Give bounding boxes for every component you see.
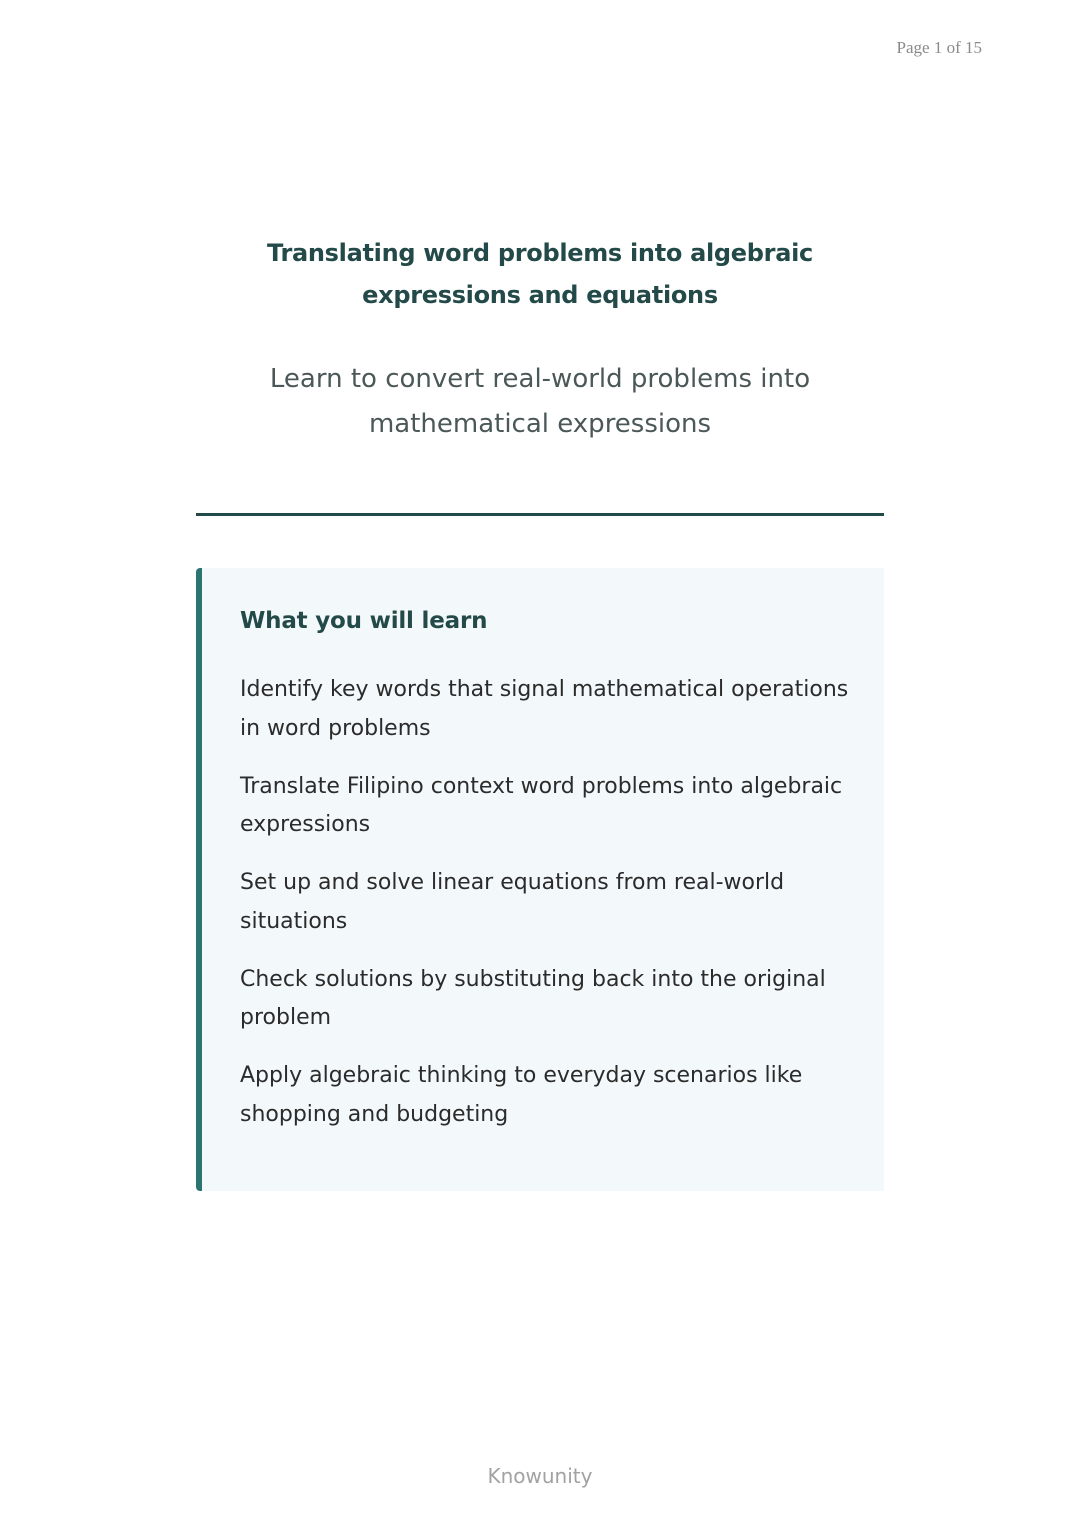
learning-objective-item: Identify key words that signal mathematical operations in word problems <box>240 677 849 741</box>
learning-objective-item: Apply algebraic thinking to everyday scenarios like shopping and budgeting <box>240 1063 803 1127</box>
page-subtitle: Learn to convert real-world problems into mathematical expressions <box>269 364 811 439</box>
learning-objective-item: Translate Filipino context word problems into algebraic expressions <box>240 773 843 837</box>
learning-objective-item: Set up and solve linear equations from real-world situations <box>240 870 785 934</box>
footer-brand: Knowunity <box>487 1464 593 1488</box>
page-title: Translating word problems into algebraic expressions and equations <box>267 239 813 309</box>
learning-objective-item: Check solutions by substituting back into the original problem <box>240 966 826 1030</box>
learning-objectives-list <box>240 671 850 1154</box>
learning-objectives-box <box>196 568 884 1191</box>
learning-objectives-heading: What you will learn <box>240 608 488 634</box>
page-number: Page 1 of 15 <box>896 38 982 57</box>
section-divider <box>196 513 884 516</box>
